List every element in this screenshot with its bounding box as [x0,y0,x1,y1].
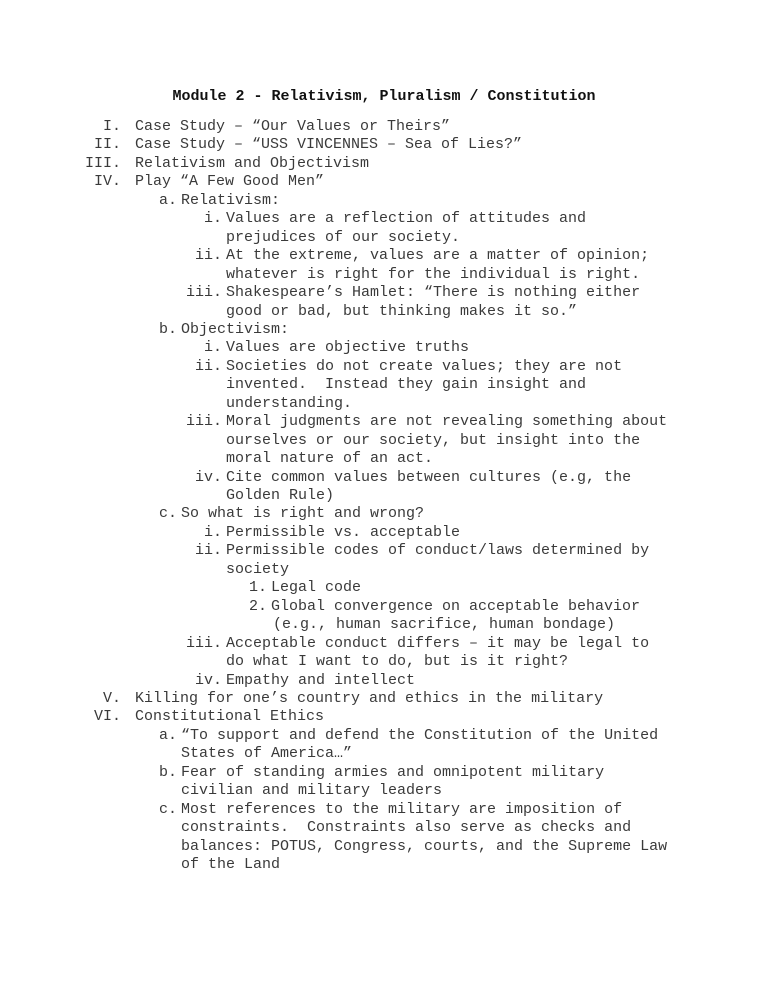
outline-item-text: good or bad, but thinking makes it so.” [226,303,578,320]
outline-item-label: i. [203,339,222,356]
outline-item-text: Fear of standing armies and omnipotent military [181,764,605,781]
outline-item-text: Golden Rule) [226,487,335,504]
outline-item-text: society [226,561,290,578]
outline-item-text: do what I want to do, but is it right? [226,653,569,670]
outline-item-text: Permissible codes of conduct/laws determined by [226,542,650,559]
outline-item-text: prejudices of our society. [226,229,461,246]
outline-item-label: iii. [185,284,222,301]
outline-item-text: Legal code [271,579,362,596]
outline-item-text: Most references to the military are imposition of [181,801,623,818]
outline-item-text: Moral judgments are not revealing something about [226,413,668,430]
outline-item-label: a. [158,727,177,744]
page-title: Module 2 - Relativism, Pluralism / Constitution [172,88,596,105]
outline-item-text: Acceptable conduct differs – it may be legal to [226,635,650,652]
outline-item-text: States of America…” [181,745,353,762]
outline-item-label: b. [158,764,177,781]
outline-item-text: Play “A Few Good Men” [135,173,325,190]
outline-item-label: iv. [194,672,222,689]
outline-item-text: At the extreme, values are a matter of opinion; [226,247,650,264]
outline-item-label: a. [158,192,177,209]
outline-item-text: Global convergence on acceptable behavior [271,598,641,615]
outline-item-label: i. [203,524,222,541]
outline-item-text: invented. Instead they gain insight and [226,376,587,393]
outline-item-text: “To support and defend the Constitution of the United [181,727,659,744]
outline-item-text: Cite common values between cultures (e.g, the [226,469,632,486]
outline-item-text: of the Land [181,856,281,873]
outline-item-text: Permissible vs. acceptable [226,524,461,541]
outline-item-text: ourselves or our society, but insight into the [226,432,641,449]
outline-item-text: (e.g., human sacrifice, human bondage) [273,616,616,633]
outline-item-text: Societies do not create values; they are not [226,358,623,375]
outline-item-text: balances: POTUS, Congress, courts, and the Supreme Law [181,838,668,855]
outline-item-text: whatever is right for the individual is right. [226,266,641,283]
outline-item-label: ii. [194,358,222,375]
outline-item-text: Objectivism: [181,321,290,338]
outline-item-label: c. [158,801,177,818]
outline-item-text: Values are objective truths [226,339,470,356]
outline-item-label: b. [158,321,177,338]
outline-item-text: So what is right and wrong? [181,505,425,522]
outline-item-label: II. [93,136,121,153]
outline-item-text: understanding. [226,395,353,412]
outline-item-label: III. [84,155,121,172]
outline-item-text: Values are a reflection of attitudes and [226,210,587,227]
outline-item-text: civilian and military leaders [181,782,443,799]
outline-item-text: Case Study – “Our Values or Theirs” [135,118,451,135]
outline-item-text: moral nature of an act. [226,450,434,467]
outline-item-label: iii. [185,635,222,652]
outline-item-label: ii. [194,247,222,264]
outline-item-label: I. [102,118,121,135]
outline-item-text: Killing for one’s country and ethics in the military [135,690,604,707]
outline-item-text: Shakespeare’s Hamlet: “There is nothing either [226,284,641,301]
outline-item-text: Constitutional Ethics [135,708,325,725]
outline-item-label: V. [102,690,121,707]
outline-item-label: VI. [93,708,121,725]
outline-item-text: Case Study – “USS VINCENNES – Sea of Lies?” [135,136,523,153]
outline-item-text: Relativism: [181,192,281,209]
outline-item-label: c. [158,505,177,522]
outline-item-text: Empathy and intellect [226,672,416,689]
outline-item-label: iii. [185,413,222,430]
outline-item-label: i. [203,210,222,227]
outline-item-label: ii. [194,542,222,559]
outline-item-label: IV. [93,173,121,190]
outline-item-text: constraints. Constraints also serve as checks and [181,819,632,836]
outline-item-label: iv. [194,469,222,486]
outline-item-label: 1. [248,579,267,596]
outline-item-label: 2. [248,598,267,615]
outline-item-text: Relativism and Objectivism [135,155,370,172]
